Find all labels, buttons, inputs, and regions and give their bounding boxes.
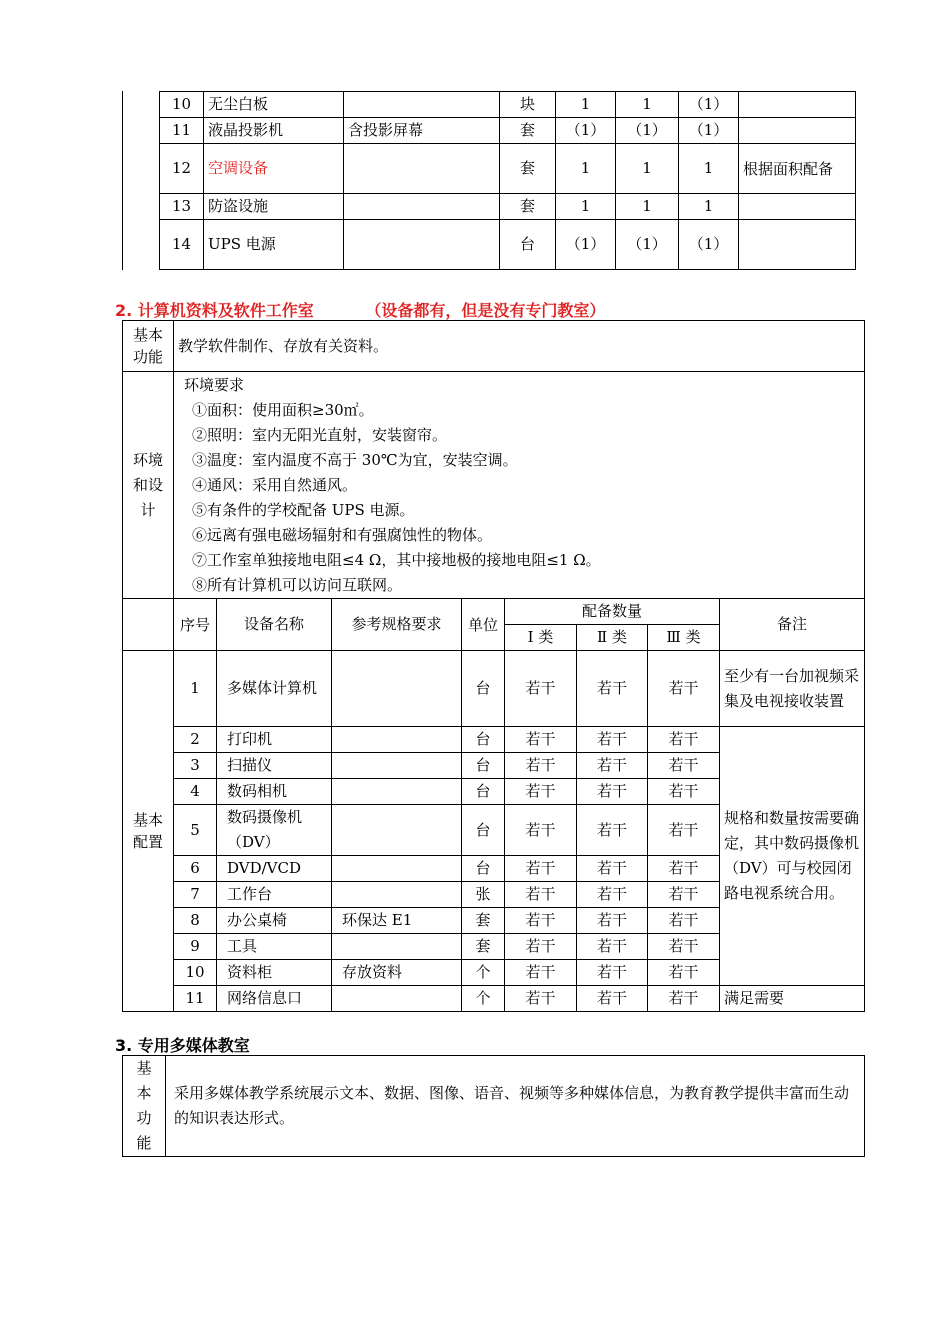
header-class-1: Ⅰ 类 — [505, 625, 577, 651]
table-row: 6 DVD/VCD 台 若干 若干 若干 — [123, 856, 865, 882]
continued-column-line — [122, 91, 123, 270]
table-row: 4 数码相机 台 若干 若干 若干 — [123, 779, 865, 805]
section-2-title: 2. 计算机资料及软件工作室 — [115, 301, 314, 320]
list-item: ⑦工作室单独接地电阻≤4 Ω，其中接地极的接地电阻≤1 Ω。 — [192, 551, 601, 569]
section-2-remark: （设备都有，但是没有专门教室） — [365, 301, 606, 320]
table-row: 8 办公桌椅 环保达 E1 套 若干 若干 若干 — [123, 908, 865, 934]
header-unit: 单位 — [462, 599, 505, 651]
table-row: 9 工具 套 若干 若干 若干 — [123, 934, 865, 960]
table-row: 5 数码摄像机（DV） 台 若干 若干 若干 — [123, 805, 865, 856]
list-item: ③温度：室内温度不高于 30℃为宜，安装空调。 — [192, 451, 518, 469]
note-cell: 满足需要 — [720, 986, 865, 1012]
basic-function-label: 基本功能 — [123, 1056, 166, 1157]
header-qty: 配备数量 — [505, 599, 720, 625]
basic-function-text: 采用多媒体教学系统展示文本、数据、图像、语音、视频等多种媒体信息，为教育教学提供丰富而生动的知识表达形式。 — [166, 1056, 865, 1157]
environment-label: 环境和设计 — [123, 372, 174, 599]
environment-row — [123, 372, 865, 599]
list-item: ④通风：采用自然通风。 — [192, 476, 358, 494]
table-row: 12 空调设备 套 1 1 1 根据面积配备 — [160, 144, 856, 194]
section-3-table — [122, 1055, 865, 1157]
section-3-heading: 3. 专用多媒体教室 — [115, 1036, 250, 1055]
basic-function-row — [123, 1056, 865, 1157]
table-row: 基本配置 1 多媒体计算机 台 若干 若干 若干 至少有一台加视频采集及电视接收装置 — [123, 651, 865, 727]
table-row: 14 UPS 电源 台 （1） （1） （1） — [160, 220, 856, 270]
table-row: 2 打印机 台 若干 若干 若干 规格和数量按需要确定，其中数码摄像机（DV）可与校园闭路电视系统合用。 — [123, 727, 865, 753]
basic-function-text: 教学软件制作、存放有关资料。 — [174, 321, 865, 372]
header-name: 设备名称 — [217, 599, 332, 651]
list-item: ⑥远离有强电磁场辐射和有强腐蚀性的物体。 — [192, 526, 493, 544]
header-spec: 参考规格要求 — [332, 599, 462, 651]
header-class-2: Ⅱ 类 — [577, 625, 648, 651]
environment-content — [174, 372, 865, 599]
table-row: 10 资料柜 存放资料 个 若干 若干 若干 — [123, 960, 865, 986]
basic-function-label: 基本功能 — [123, 321, 174, 372]
list-item: ⑧所有计算机可以访问互联网。 — [192, 576, 403, 594]
table-row: 10 无尘白板 块 1 1 （1） — [160, 92, 856, 118]
list-item: ①面积：使用面积≥30㎡。 — [192, 401, 374, 419]
table-row: 11 液晶投影机 含投影屏幕 套 （1） （1） （1） — [160, 118, 856, 144]
header-note: 备注 — [720, 599, 865, 651]
environment-title: 环境要求 — [184, 376, 245, 394]
section-2-table — [122, 320, 865, 1012]
table-row: 11 网络信息口 个 若干 若干 若干 满足需要 — [123, 986, 865, 1012]
list-item: ②照明：室内无阳光直射，安装窗帘。 — [192, 426, 448, 444]
note-group-cell: 规格和数量按需要确定，其中数码摄像机（DV）可与校园闭路电视系统合用。 — [720, 727, 865, 986]
header-row — [123, 599, 865, 625]
table-row: 3 扫描仪 台 若干 若干 若干 — [123, 753, 865, 779]
config-label: 基本配置 — [123, 651, 174, 1012]
basic-function-row — [123, 321, 865, 372]
table-row: 13 防盗设施 套 1 1 1 — [160, 194, 856, 220]
note-cell: 至少有一台加视频采集及电视接收装置 — [720, 651, 865, 727]
list-item: ⑤有条件的学校配备 UPS 电源。 — [192, 501, 415, 519]
header-no: 序号 — [174, 599, 217, 651]
header-class-3: Ⅲ 类 — [648, 625, 720, 651]
section-2-heading — [115, 298, 605, 321]
top-equipment-table — [159, 91, 856, 270]
table-row: 7 工作台 张 若干 若干 若干 — [123, 882, 865, 908]
